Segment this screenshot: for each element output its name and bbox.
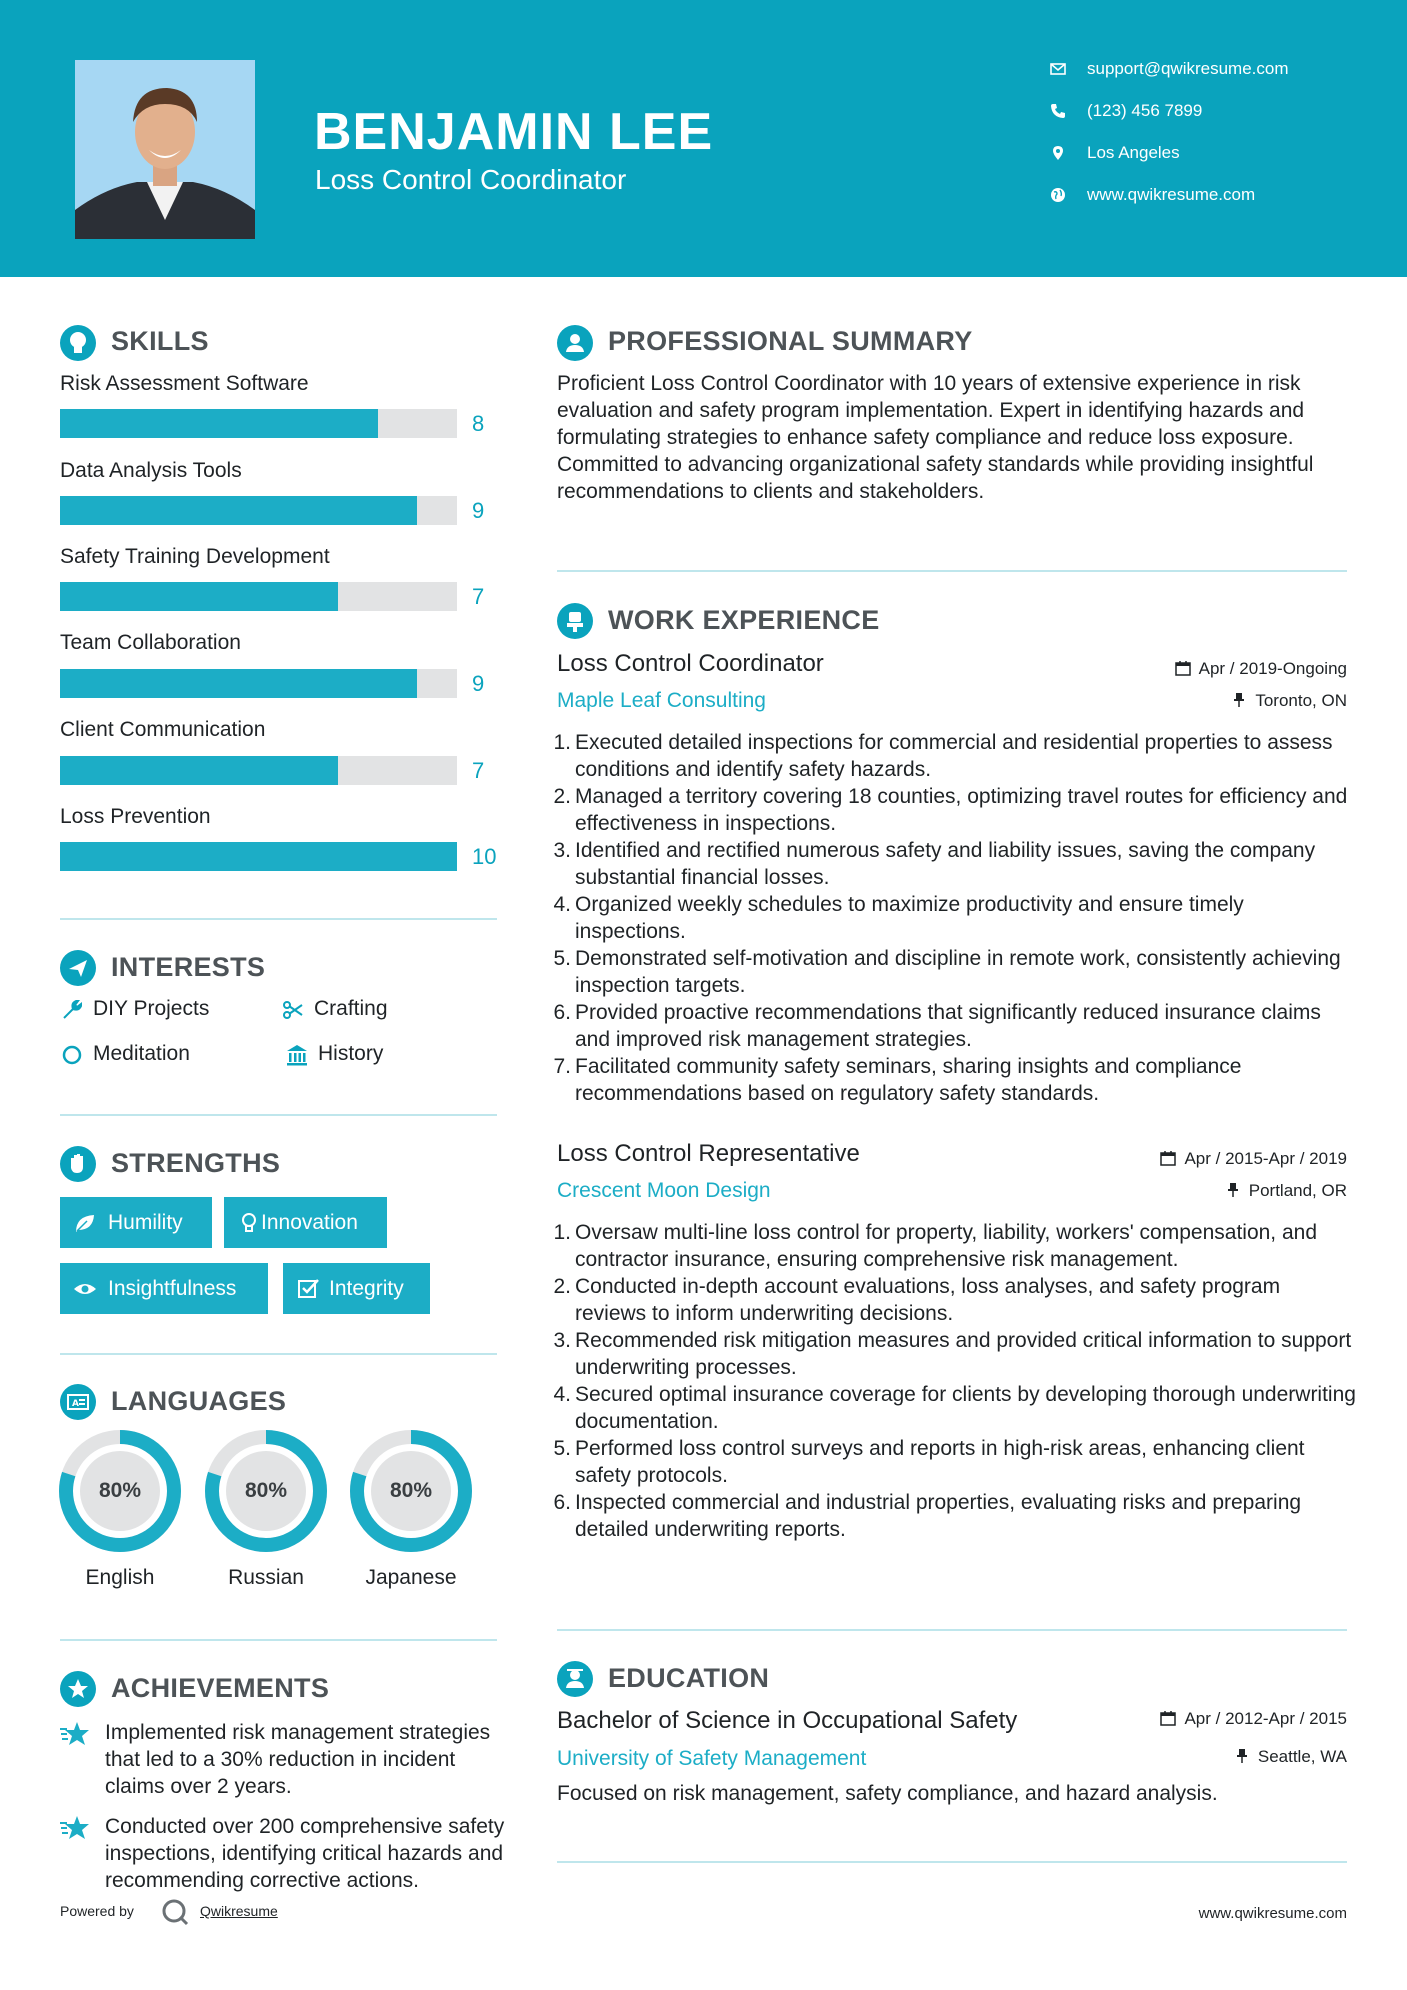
- job-location: [1225, 1181, 1347, 1201]
- skill-bar: [60, 409, 457, 438]
- museum-icon: [285, 1043, 309, 1067]
- education-heading: EDUCATION: [608, 1663, 770, 1693]
- job-location-text: Portland, OR: [1248, 1181, 1347, 1200]
- contact-website-text: www.qwikresume.com: [1087, 185, 1256, 204]
- section-divider: [60, 1353, 497, 1355]
- skill-bar-fill: [60, 842, 457, 871]
- calendar-icon: [1160, 1150, 1176, 1166]
- education-location-text: Seattle, WA: [1257, 1747, 1347, 1766]
- interest-item: [93, 1042, 190, 1066]
- list-item: 4. Organized weekly schedules to maximize productivity and ensure timely inspections.: [553, 893, 1244, 943]
- skill-bar-fill: [60, 409, 378, 438]
- powered-by-text: Powered by: [60, 1903, 134, 1919]
- skill-bar: [60, 669, 457, 698]
- list-item: 2. Managed a territory covering 18 counties, optimizing travel routes for efficiency and effectiveness in inspections.: [553, 785, 1348, 835]
- pin-icon: [1234, 1748, 1250, 1764]
- language-name: English: [85, 1566, 155, 1589]
- skill-name: Risk Assessment Software: [60, 372, 309, 395]
- globe-icon: [1050, 187, 1066, 203]
- star-badge-icon: [60, 1671, 96, 1707]
- job-location: [1231, 691, 1347, 711]
- calendar-icon: [1175, 660, 1191, 676]
- section-divider: [557, 570, 1347, 572]
- list-item: 3. Identified and rectified numerous safety and liability issues, saving the company substantial financial losses.: [553, 839, 1316, 889]
- company-name: Maple Leaf Consulting: [557, 689, 766, 712]
- skill-level: 9: [472, 671, 485, 696]
- languages-heading: LANGUAGES: [111, 1386, 287, 1416]
- language-percent: 80%: [389, 1479, 433, 1502]
- list-item: 1. Oversaw multi-line loss control for property, liability, workers' compensation, and contractor insurance, ensuring comprehensive risk management.: [553, 1221, 1318, 1271]
- skill-bar-fill: [60, 582, 338, 611]
- language-name: Russian: [228, 1566, 304, 1589]
- achievements-heading: ACHIEVEMENTS: [111, 1673, 330, 1703]
- strength-label: Insightfulness: [108, 1277, 237, 1300]
- strength-tag: [60, 1197, 212, 1248]
- candidate-name: BENJAMIN LEE: [314, 103, 714, 161]
- skill-level: 7: [472, 758, 485, 783]
- language-percent: 80%: [98, 1479, 142, 1502]
- skill-bar-fill: [60, 756, 338, 785]
- eye-icon: [73, 1277, 97, 1301]
- summary-heading: PROFESSIONAL SUMMARY: [608, 326, 973, 356]
- email-icon: [1050, 61, 1066, 77]
- job-dates-text: Apr / 2019-Ongoing: [1198, 659, 1347, 678]
- user-icon: [557, 325, 593, 361]
- svg-text:A: A: [72, 1399, 79, 1409]
- education-description: Focused on risk management, safety compliance, and hazard analysis.: [557, 1782, 1218, 1805]
- language-gauge: [59, 1430, 181, 1552]
- strength-label: Integrity: [329, 1277, 404, 1300]
- skill-bar: [60, 842, 457, 871]
- strength-tag: [283, 1263, 430, 1314]
- list-item: 2. Conducted in-depth account evaluations, loss analyses, and safety program reviews to inform underwriting decisions.: [553, 1275, 1281, 1325]
- list-item: 4. Secured optimal insurance coverage for clients by developing thorough underwriting documentation.: [553, 1383, 1356, 1433]
- star-icon: [59, 1720, 91, 1748]
- strength-tag: [60, 1263, 268, 1314]
- job-bullets: [553, 1219, 1357, 1543]
- scissors-icon: [281, 998, 305, 1022]
- paper-plane-icon: [60, 950, 96, 986]
- education-dates-text: Apr / 2012-Apr / 2015: [1184, 1709, 1347, 1728]
- qwikresume-logo-icon: [160, 1897, 190, 1927]
- interest-item: [318, 1042, 383, 1066]
- profile-photo: [75, 60, 255, 239]
- interest-label: Crafting: [314, 997, 388, 1020]
- resume-header: [0, 0, 1407, 277]
- interest-item: [93, 997, 209, 1021]
- list-item: 5. Demonstrated self-motivation and discipline in remote work, consistently achieving inspection targets.: [553, 947, 1341, 997]
- pin-icon: [1225, 1182, 1241, 1198]
- graduate-icon: [557, 1661, 593, 1697]
- language-percent: 80%: [244, 1479, 288, 1502]
- job-location-text: Toronto, ON: [1255, 691, 1347, 710]
- achievement-item: [105, 1719, 505, 1800]
- language-gauge: [350, 1430, 472, 1552]
- skill-bar-fill: [60, 496, 417, 525]
- skill-name: Loss Prevention: [60, 805, 211, 828]
- company-name: Crescent Moon Design: [557, 1179, 771, 1202]
- list-item: 5. Performed loss control surveys and reports in high-risk areas, enhancing client safety protocols.: [553, 1437, 1305, 1487]
- section-divider: [60, 918, 497, 920]
- achievement-item: [105, 1813, 505, 1894]
- interest-label: Meditation: [93, 1042, 190, 1065]
- section-divider: [557, 1629, 1347, 1631]
- degree-title: Bachelor of Science in Occupational Safety: [557, 1707, 1018, 1734]
- school-name: University of Safety Management: [557, 1747, 867, 1770]
- list-item: 1. Executed detailed inspections for commercial and residential properties to assess conditions and identify safety hazards.: [553, 731, 1333, 781]
- achievement-text: Conducted over 200 comprehensive safety inspections, identifying critical hazards and recommending corrective actions.: [105, 1815, 505, 1892]
- language-name: Japanese: [365, 1566, 457, 1589]
- job-title: Loss Control Coordinator: [557, 650, 824, 677]
- star-icon: [59, 1814, 91, 1842]
- job-title: Loss Control Representative: [557, 1140, 860, 1167]
- job-dates-text: Apr / 2015-Apr / 2019: [1184, 1149, 1347, 1168]
- section-divider: [60, 1639, 497, 1641]
- interests-heading: INTERESTS: [111, 952, 266, 982]
- list-item: 6. Inspected commercial and industrial properties, evaluating risks and preparing detailed underwriting reports.: [553, 1491, 1302, 1541]
- pin-icon: [1231, 692, 1247, 708]
- language-gauge: [205, 1430, 327, 1552]
- interest-item: [314, 997, 388, 1021]
- list-item: 6. Provided proactive recommendations that significantly reduced insurance claims and improved risk management strategies.: [553, 1001, 1321, 1051]
- skill-name: Safety Training Development: [60, 545, 330, 568]
- skill-level: 8: [472, 411, 485, 436]
- job-dates: [1175, 659, 1347, 679]
- skill-level: 9: [472, 498, 485, 523]
- section-divider: [60, 1114, 497, 1116]
- phone-icon: [1050, 103, 1066, 119]
- section-divider: [557, 1861, 1347, 1863]
- wrench-icon: [60, 998, 84, 1022]
- lightbulb-icon: [237, 1211, 261, 1235]
- strength-tag: [224, 1197, 387, 1248]
- skill-name: Client Communication: [60, 718, 266, 741]
- summary-text: Proficient Loss Control Coordinator with 10 years of extensive experience in risk evaluation and safety program implementation. Expert in identifying hazards and formulating strategies to enhance safety compliance and reduce loss exposure. Committed to advancing organizational safety standards while providing insightful recommendations to clients and stakeholders.: [557, 372, 1314, 503]
- list-item: 3. Recommended risk mitigation measures and provided critical information to support underwriting processes.: [553, 1329, 1352, 1379]
- contact-email-text: support@qwikresume.com: [1087, 59, 1289, 78]
- achievement-text: Implemented risk management strategies that led to a 30% reduction in incident claims over 2 years.: [105, 1721, 491, 1798]
- skill-bar: [60, 582, 457, 611]
- interest-label: DIY Projects: [93, 997, 210, 1020]
- skill-bar: [60, 496, 457, 525]
- list-item: 7. Facilitated community safety seminars, sharing insights and compliance recommendations based on regulatory safety standards.: [553, 1055, 1242, 1105]
- strength-label: Innovation: [261, 1211, 358, 1234]
- location-icon: [1050, 145, 1066, 161]
- job-dates: [1160, 1149, 1347, 1169]
- skill-level: 10: [472, 844, 497, 869]
- interest-label: History: [318, 1042, 384, 1065]
- briefcase-icon: [557, 603, 593, 639]
- skill-name: Data Analysis Tools: [60, 459, 242, 482]
- skill-bar: [60, 756, 457, 785]
- skills-heading: SKILLS: [111, 326, 209, 356]
- lightbulb-icon: [60, 325, 96, 361]
- check-square-icon: [296, 1277, 320, 1301]
- skill-bar-fill: [60, 669, 417, 698]
- education-location: [1234, 1747, 1347, 1767]
- education-dates: [1160, 1709, 1347, 1729]
- hand-icon: [60, 1146, 96, 1182]
- leaf-icon: [73, 1211, 97, 1235]
- footer-website[interactable]: www.qwikresume.com: [1198, 1905, 1347, 1922]
- qwikresume-link[interactable]: Qwikresume: [200, 1903, 278, 1919]
- skill-level: 7: [472, 584, 485, 609]
- job-bullets: [553, 729, 1357, 1107]
- language-icon: [60, 1384, 96, 1420]
- skill-name: Team Collaboration: [60, 631, 241, 654]
- calendar-icon: [1160, 1710, 1176, 1726]
- experience-heading: WORK EXPERIENCE: [608, 605, 880, 635]
- contact-phone-text: (123) 456 7899: [1087, 101, 1203, 120]
- candidate-title: Loss Control Coordinator: [315, 164, 627, 195]
- circle-icon: [60, 1043, 84, 1067]
- strengths-heading: STRENGTHS: [111, 1148, 281, 1178]
- contact-location-text: Los Angeles: [1087, 143, 1180, 162]
- strength-label: Humility: [108, 1211, 183, 1234]
